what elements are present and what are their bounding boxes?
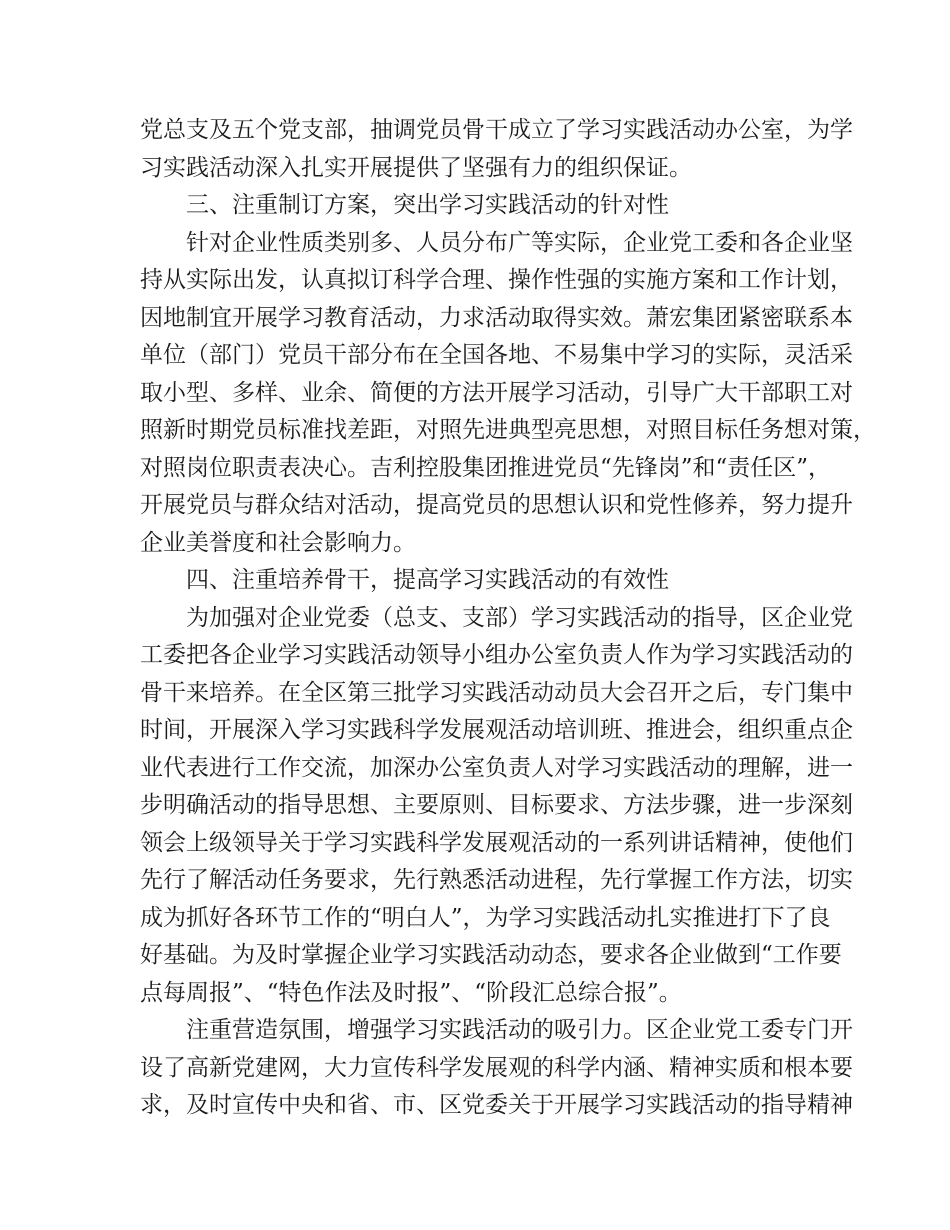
text-line: 领会上级领导关于学习实践科学发展观活动的一系列讲话精神，使他们	[140, 829, 853, 856]
paragraph-first-line: 为加强对企业党委（总支、支部）学习实践活动的指导，区企业党	[186, 604, 853, 631]
text-line: 因地制宜开展学习教育活动，力求活动取得实效。萧宏集团紧密联系本	[140, 304, 853, 331]
text-line: 对照岗位职责表决心。吉利控股集团推进党员“先锋岗”和“责任区”，	[140, 454, 832, 481]
paragraph-first-line: 针对企业性质类别多、人员分布广等实际，企业党工委和各企业坚	[186, 229, 853, 256]
text-line: 工委把各企业学习实践活动领导小组办公室负责人作为学习实践活动的	[140, 642, 853, 668]
text-line: 习实践活动深入扎实开展提供了坚强有力的组织保证。	[140, 154, 692, 181]
text-line: 骨干来培养。在全区第三批学习实践活动动员大会召开之后，专门集中	[140, 679, 853, 706]
text-line: 单位（部门）党员干部分布在全国各地、不易集中学习的实际，灵活采	[140, 342, 853, 368]
text-line: 点每周报”、“特色作法及时报”、“阶段汇总综合报”。	[140, 979, 682, 1006]
text-line: 取小型、多样、业余、简便的方法开展学习活动，引导广大干部职工对	[140, 379, 853, 406]
text-line: 党总支及五个党支部，抽调党员骨干成立了学习实践活动办公室，为学	[140, 117, 853, 143]
document-body	[140, 112, 876, 1125]
paragraph-first-line: 三、注重制订方案，突出学习实践活动的针对性	[186, 192, 669, 218]
text-line: 步明确活动的指导思想、主要原则、目标要求、方法步骤，进一步深刻	[140, 792, 853, 818]
text-line: 时间，开展深入学习实践科学发展观活动培训班、推进会，组织重点企	[140, 717, 853, 743]
text-line: 设了高新党建网，大力宣传科学发展观的科学内涵、精神实质和根本要	[140, 1054, 853, 1081]
paragraph-first-line: 注重营造氛围，增强学习实践活动的吸引力。区企业党工委专门开	[186, 1017, 853, 1043]
text-line: 业代表进行工作交流，加深办公室负责人对学习实践活动的理解，进一	[140, 754, 853, 781]
text-line: 好基础。为及时掌握企业学习实践活动动态，要求各企业做到“工作要	[140, 942, 842, 968]
text-line: 开展党员与群众结对活动，提高党员的思想认识和党性修养，努力提升	[140, 492, 853, 518]
text-line: 持从实际出发，认真拟订科学合理、操作性强的实施方案和工作计划，	[140, 267, 853, 293]
paragraph-first-line: 四、注重培养骨干，提高学习实践活动的有效性	[186, 567, 669, 593]
text-line: 先行了解活动任务要求，先行熟悉活动进程，先行掌握工作方法，切实	[140, 867, 853, 893]
text-line: 求，及时宣传中央和省、市、区党委关于开展学习实践活动的指导精神	[140, 1092, 853, 1118]
text-line: 企业美誉度和社会影响力。	[140, 529, 416, 556]
text-line: 照新时期党员标准找差距，对照先进典型亮思想，对照目标任务想对策，	[140, 417, 876, 443]
text-line: 成为抓好各环节工作的“明白人”，为学习实践活动扎实推进打下了良	[140, 904, 831, 931]
